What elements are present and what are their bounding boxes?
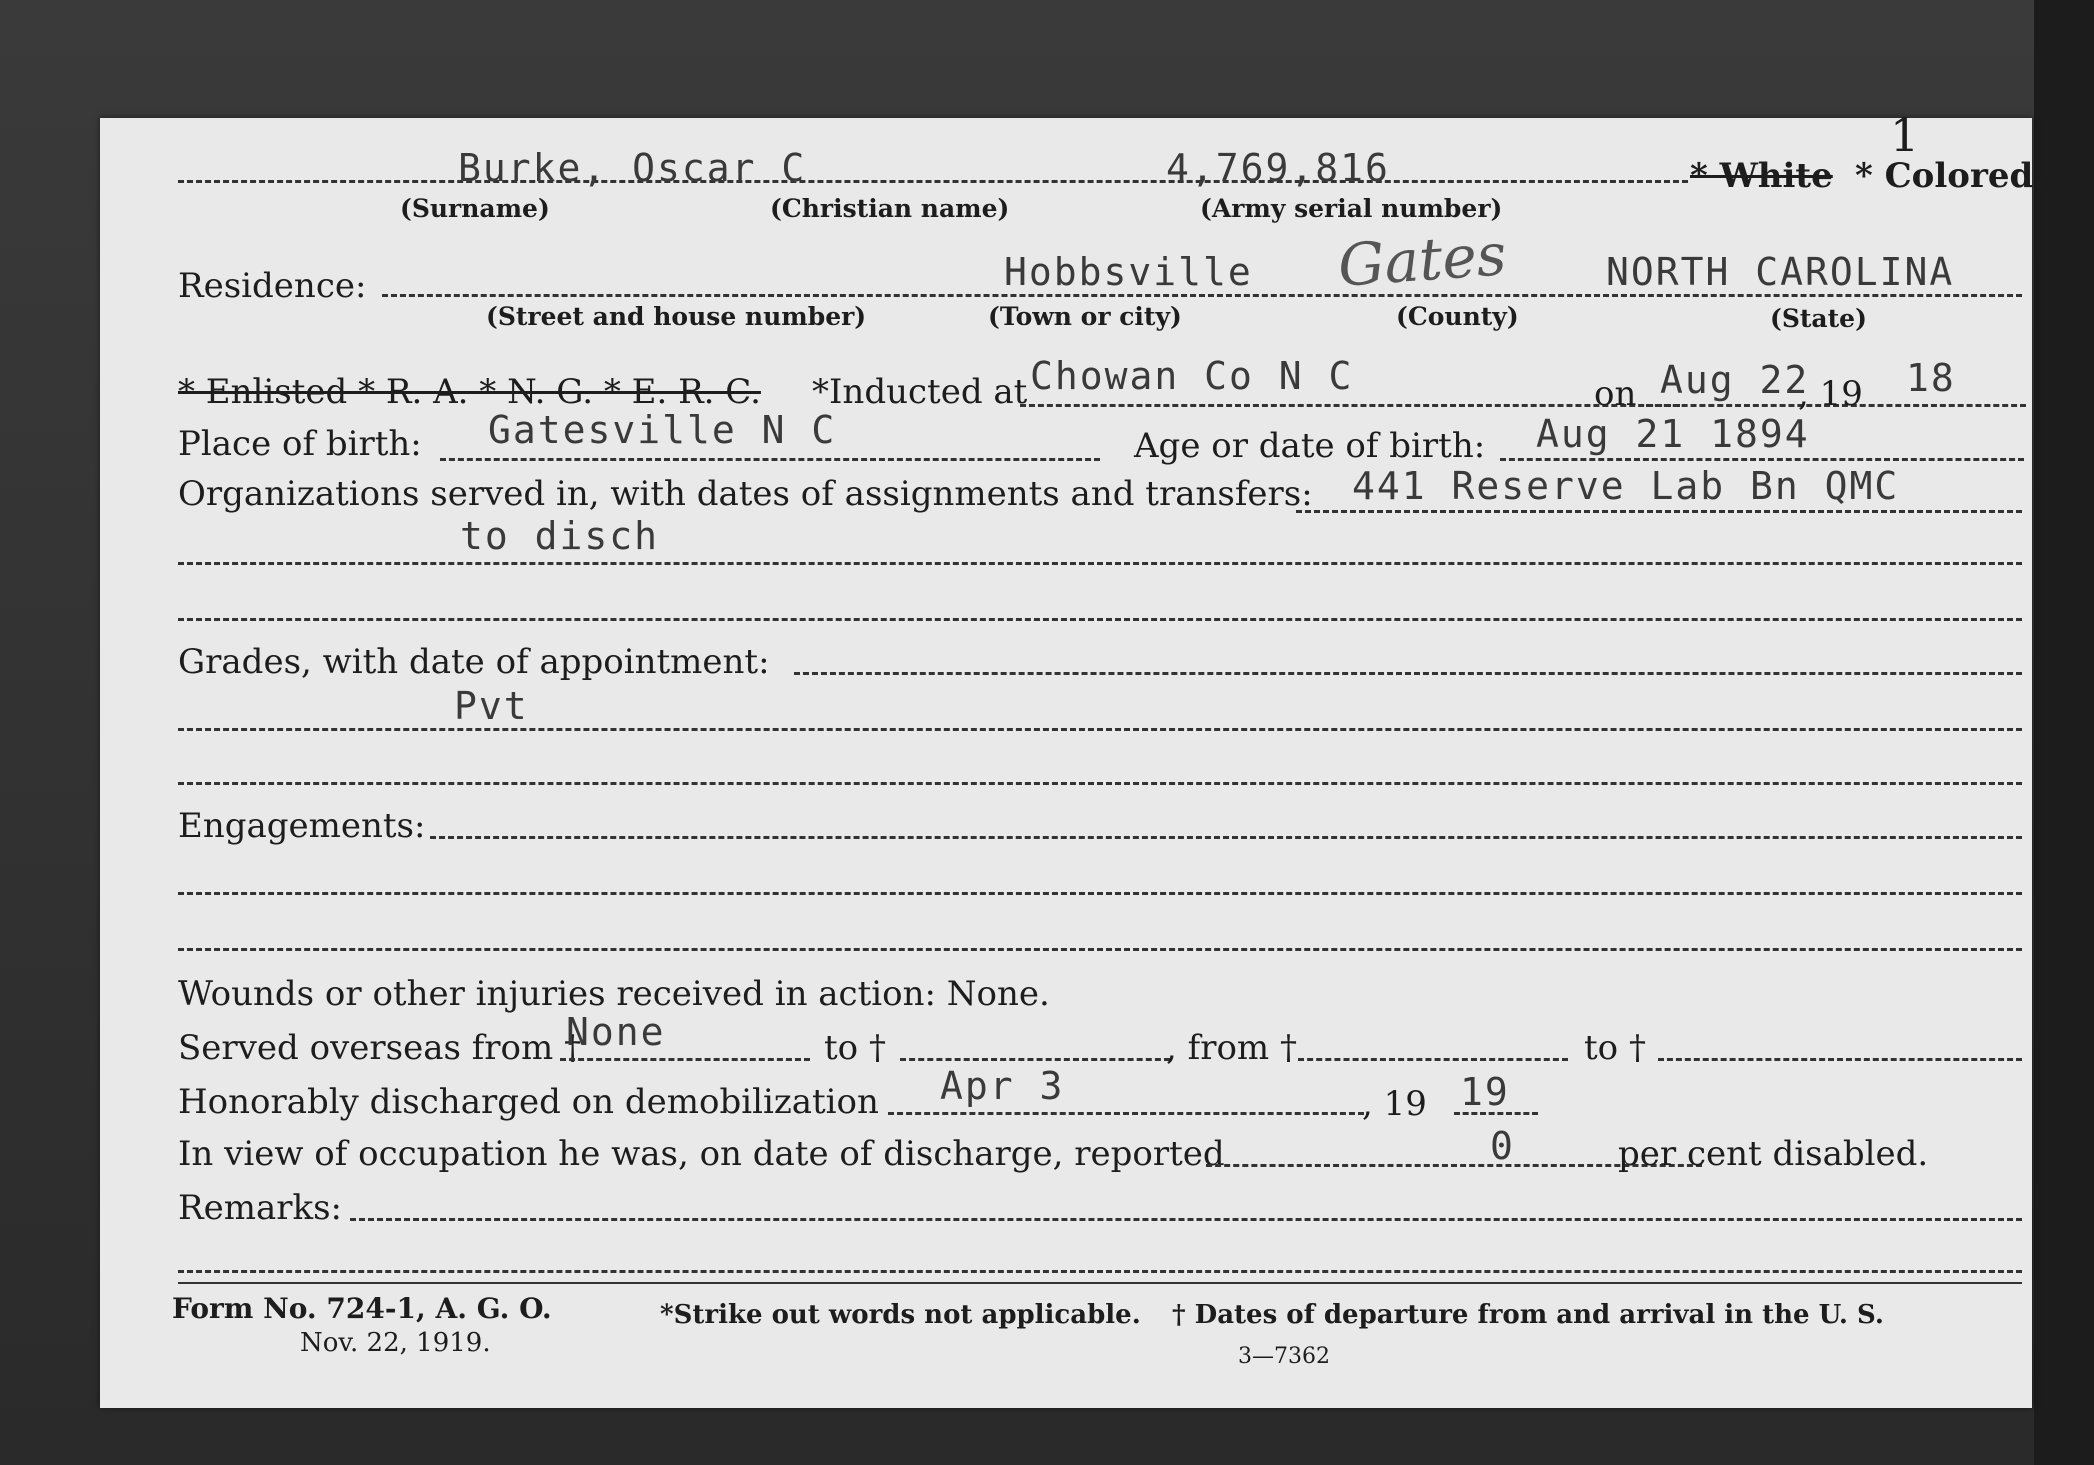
surname-caption: (Surname) [400,194,550,223]
birthplace-label: Place of birth: [178,424,422,464]
christian-name-caption: (Christian name) [770,194,1010,223]
organizations-label: Organizations served in, with dates of assignments and transfers: [178,474,1313,514]
overseas-from-label-2: , from † [1166,1028,1297,1068]
name-value: Burke, Oscar C [458,146,807,190]
draft-service-card [100,108,2046,1408]
engagements-line [430,836,2022,839]
remarks-line-2 [178,1270,2022,1273]
overseas-to-line [900,1058,1170,1061]
per-cent-label: per cent disabled. [1618,1134,1929,1174]
scanner-edge [2034,0,2094,1465]
name-line [178,180,1688,183]
overseas-value: None [566,1010,666,1054]
overseas-to-label: to † [824,1028,886,1068]
organizations-line-2 [178,562,2022,565]
town-value: Hobbsville [1004,250,1253,294]
state-value: NORTH CAROLINA [1606,250,1955,294]
engagements-line-3 [178,948,2022,951]
occupation-label: In view of occupation he was, on date of discharge, reported [178,1134,1225,1174]
discharge-year-value: 19 [1460,1070,1510,1114]
birthdate-line [1500,458,2024,461]
induction-date-value: Aug 22 [1660,358,1810,402]
organization-value-1: 441 Reserve Lab Bn QMC [1352,464,1900,508]
strike-note: *Strike out words not applicable. [660,1300,1141,1330]
county-caption: (County) [1396,302,1519,331]
grades-line [794,672,2022,675]
grades-value: Pvt [454,684,529,728]
discharged-label: Honorably discharged on demobilization [178,1082,879,1122]
remarks-line [350,1218,2022,1221]
corner-number: 1 [1890,108,1920,162]
remarks-label: Remarks: [178,1188,342,1228]
residence-label: Residence: [178,266,367,306]
overseas-from-line-2 [1298,1058,1568,1061]
form-date: Nov. 22, 1919. [300,1328,491,1358]
grades-line-3 [178,782,2022,785]
residence-line [382,294,2022,297]
serial-value: 4,769,816 [1166,146,1390,190]
enlisted-options: * Enlisted * R. A. * N. G. * E. R. C. [178,372,761,412]
state-caption: (State) [1770,304,1867,333]
on-label: on [1594,374,1637,414]
discharge-year-prefix: , 19 [1362,1084,1427,1124]
overseas-to-label-2: to † [1584,1028,1646,1068]
birthplace-line [440,458,1100,461]
organizations-line [1296,510,2022,513]
wounds-label: Wounds or other injuries received in action: None. [178,974,1050,1014]
grades-line-2 [178,728,2022,731]
overseas-from-line [560,1058,810,1061]
birthdate-value: Aug 21 1894 [1536,412,1810,456]
induction-year-value: 18 [1906,356,1956,400]
white-label: * White [1690,156,1833,196]
birthplace-value: Gatesville N C [488,408,837,452]
street-caption: (Street and house number) [486,302,867,331]
inducted-label: *Inducted at [812,372,1028,412]
engagements-label: Engagements: [178,806,426,846]
overseas-label: Served overseas from † [178,1028,582,1068]
county-value: Gates [1335,220,1509,300]
inducted-value: Chowan Co N C [1030,354,1354,398]
induction-year-prefix: , 19 [1798,374,1863,414]
discharge-date-line [888,1112,1364,1115]
serial-caption: (Army serial number) [1200,194,1503,223]
age-label: Age or date of birth: [1134,426,1486,466]
form-number: Form No. 724-1, A. G. O. [172,1292,552,1325]
organization-value-2: to disch [460,514,660,558]
grades-label: Grades, with date of appointment: [178,642,770,682]
disabled-value: 0 [1490,1124,1515,1168]
town-caption: (Town or city) [988,302,1182,331]
engagements-line-2 [178,892,2022,895]
overseas-to-line-2 [1658,1058,2022,1061]
inducted-line [1020,404,1680,407]
print-code: 3—7362 [1238,1344,1330,1369]
organizations-line-3 [178,618,2022,621]
discharge-date-value: Apr 3 [940,1064,1065,1108]
dates-note: † Dates of departure from and arrival in the U. S. [1172,1300,1884,1330]
colored-label: * Colored. [1855,156,2046,196]
footer-rule [178,1282,2022,1284]
